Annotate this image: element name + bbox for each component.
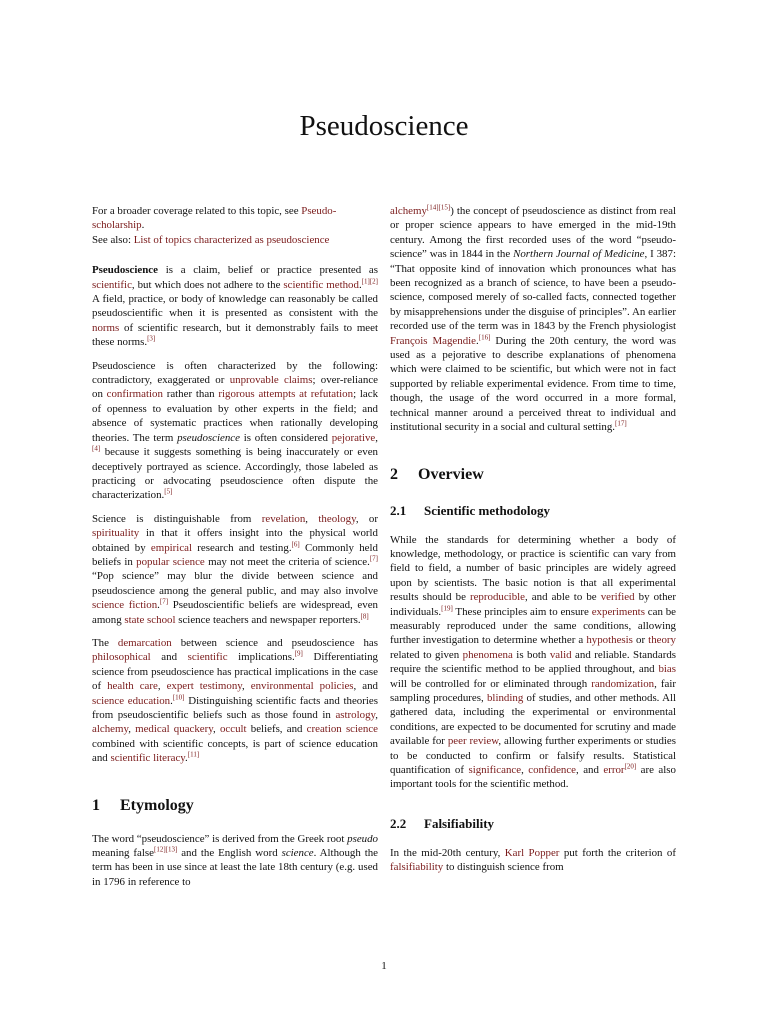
text: may not meet the criteria of science.	[204, 555, 370, 568]
link-pseudo-scholarship[interactable]: Pseudo-scholarship	[92, 205, 337, 232]
text: will be controlled for or eliminated through	[390, 677, 592, 690]
text: Science is distinguishable from	[92, 512, 262, 525]
text: ,	[375, 431, 378, 444]
text: , but which does not adhere to the	[131, 278, 284, 291]
link-blinding[interactable]: blinding	[486, 691, 524, 704]
text: research and testing.	[192, 541, 292, 554]
left-column	[92, 204, 378, 889]
link-norms[interactable]: norms	[92, 321, 120, 334]
text: The	[92, 636, 118, 649]
page-title: Pseudoscience	[299, 110, 469, 142]
reference-link[interactable]: [6]	[291, 539, 300, 548]
right-column	[390, 204, 676, 875]
methodology-paragraph	[390, 533, 676, 792]
text: because it suggests something is being inaccurately or even deceptively portrayed as science. Accordingly, those labeled as practicing or advocating pseudoscience often dispute the characterization.	[92, 446, 378, 502]
text: A field, practice, or body of knowledge can reasonably be called pseudoscientific when it is presented as consistent with the	[92, 293, 378, 320]
text: beliefs, and	[246, 723, 307, 736]
text: ,	[213, 723, 220, 736]
reference-link[interactable]: [4]	[92, 444, 101, 453]
hatnote-text: See also:	[92, 233, 134, 246]
lead-paragraph-1: Pseudoscience is a claim, belief or practice presented as scientific, but which does not adhere to the scientific method.[1][2] A field, practice, or body of knowledge can reasonably be called pseudoscientific when it is presented as consistent with the norms of scientific research, but it demonstrably fails to meet these norms.[3]	[92, 264, 378, 349]
link-reproducible[interactable]: reproducible	[469, 591, 526, 604]
text: ; lack of openness to evaluation by other experts in the field; and absence of systematic practices when rationally developing theories. The term	[92, 388, 379, 444]
text: implications.	[227, 651, 295, 664]
hatnote-text: For a broader coverage related to this topic, see	[92, 205, 302, 217]
link-theory[interactable]: theory	[648, 634, 676, 647]
link-theology[interactable]: theology	[318, 512, 356, 525]
etymology-continued-paragraph	[390, 204, 676, 435]
text: , and	[353, 680, 378, 693]
text: During the 20th century, the word was used as a pejorative to describe explanations of phenomena which were claimed to be scientific, but which were not in fact supported by reliable experimental evidence. From time to time, though, the usage of the word occurred in a more formal, technical manner around a perceived threat to individual and institutional security in a social and cultural setting.	[390, 334, 677, 434]
link-verified[interactable]: verified	[600, 591, 635, 604]
text: related to given	[390, 648, 463, 661]
link-science-fiction[interactable]: science fiction	[92, 599, 158, 612]
subsection-heading-scientific-methodology	[390, 503, 676, 519]
text: Commonly held beliefs in	[92, 541, 378, 568]
lead-paragraph-3	[92, 512, 378, 627]
link-significance[interactable]: significance	[468, 764, 522, 776]
reference-link[interactable]: [20]	[624, 762, 637, 771]
text: .	[476, 334, 479, 347]
reference-link[interactable]: [11]	[187, 750, 200, 759]
reference-link[interactable]: [19]	[441, 603, 453, 612]
link-francois-magendie[interactable]: François Magendie	[390, 334, 477, 347]
link-state-school[interactable]: state school	[124, 613, 176, 626]
italic-term: pseudo	[347, 832, 378, 845]
link-environmental-policies[interactable]: environmental policies	[250, 680, 354, 693]
link-hypothesis[interactable]: hypothesis	[586, 634, 633, 647]
text: are also important tools for the scientific method.	[390, 764, 676, 791]
text: , allowing further experiments or studies to be conducted to confirm or falsify results. Statistical quantification of	[390, 735, 676, 776]
text: ,	[305, 512, 319, 525]
reference-link[interactable]: [5]	[164, 487, 173, 496]
text: and the English word	[177, 847, 282, 860]
text: “Pop science” may blur the divide between science and pseudoscience among the general public, and may also involve	[92, 570, 378, 597]
reference-link[interactable]: [17]	[615, 419, 627, 428]
text: meaning false	[92, 847, 154, 860]
subsection-number: 2.2	[390, 815, 407, 831]
text: combined with scientific concepts, is part of science education and	[92, 737, 378, 765]
text: to distinguish science from	[443, 861, 564, 874]
text: The word “pseudoscience” is derived from the Greek root	[92, 832, 348, 845]
text: , and able to be	[525, 591, 601, 604]
lead-paragraph-4	[92, 636, 378, 766]
text: ; over-reliance on	[92, 374, 378, 401]
link-empirical[interactable]: empirical	[150, 541, 193, 554]
text: .	[157, 599, 160, 612]
link-health-care[interactable]: health care	[107, 680, 158, 693]
text: ,	[242, 680, 251, 693]
etymology-paragraph	[92, 832, 378, 890]
text: science teachers and newspaper reporters.	[175, 613, 361, 626]
text: rather than	[162, 388, 219, 401]
link-randomization[interactable]: randomization	[591, 677, 655, 690]
text: Pseudoscience is often characterized by the following: contradictory, exaggerated or	[92, 359, 378, 387]
reference-link[interactable]: [7]	[369, 554, 378, 563]
text: is a claim, belief or practice presented as	[157, 264, 378, 277]
link-astrology[interactable]: astrology	[335, 709, 376, 721]
reference-link[interactable]: [3]	[147, 334, 156, 343]
text: Differentiating science from pseudoscience has practical implications in the case of	[92, 651, 378, 693]
reference-link[interactable]: [9]	[294, 649, 303, 658]
text: ,	[128, 723, 136, 736]
link-bias[interactable]: bias	[658, 663, 676, 676]
text: While the standards for determining whether a body of knowledge, methodology, or practice is scientific can vary from field to field, a number of basic principles are widely agreed upon by scientists. The basic notion is that all experimental results should be	[390, 533, 676, 604]
hatnote-text: .	[141, 219, 145, 232]
page-number: 1	[381, 960, 387, 972]
link-philosophical[interactable]: philosophical	[92, 651, 151, 664]
text: These principles aim to ensure	[452, 605, 592, 618]
reference-link[interactable]: [1][2]	[361, 277, 378, 285]
section-heading-etymology	[92, 796, 378, 816]
text: , I 387: “That opposite kind of innovation which pronounces what has been recognized as a branch of science, to have been a pseudo-science, composed merely of so-called facts, connected together by misapprehensions under the disguise of principles”. An earlier recorded use of the term was in 1843 by the French physiologist	[390, 248, 676, 333]
link-peer-review[interactable]: peer review	[447, 735, 499, 748]
text: and	[150, 651, 188, 664]
link-pejorative[interactable]: pejorative	[331, 431, 376, 444]
bold-term: Pseudoscience	[92, 264, 158, 277]
link-revelation[interactable]: revelation	[261, 512, 306, 525]
link-spirituality[interactable]: spirituality	[92, 527, 140, 540]
section-number: 1	[92, 796, 100, 814]
reference-link[interactable]: [7]	[159, 597, 169, 606]
text: of studies, and other methods. All gathered data, including the experimental or environmental conditions, are expected to be documented for scrutiny and made available for	[390, 691, 676, 748]
link-science-education[interactable]: science education	[92, 694, 171, 707]
link-scientific-implications[interactable]: scientific	[187, 651, 228, 664]
section-label: Overview	[418, 465, 484, 483]
text: can be measurably reproduced under the same conditions, allowing further investigation to determine whether a	[390, 605, 676, 647]
link-valid[interactable]: valid	[549, 648, 572, 661]
link-confirmation[interactable]: confirmation	[106, 388, 163, 401]
link-confidence[interactable]: confidence	[528, 764, 577, 776]
link-popular-science[interactable]: popular science	[136, 555, 205, 568]
text: is often considered	[239, 431, 332, 444]
link-alchemy[interactable]: alchemy	[390, 205, 427, 217]
reference-link[interactable]: [10]	[172, 692, 185, 701]
hatnote-broader	[92, 204, 378, 233]
section-number: 2	[390, 465, 398, 483]
lead-paragraph-2	[92, 359, 378, 503]
reference-link[interactable]: [14][15]	[426, 203, 451, 212]
falsifiability-paragraph	[390, 846, 676, 875]
text: .	[170, 694, 173, 707]
link-scientific-literacy[interactable]: scientific literacy	[110, 752, 186, 765]
subsection-number: 2.1	[390, 502, 407, 518]
text: put forth the criterion of	[559, 846, 676, 859]
text: , and	[576, 764, 604, 776]
link-falsifiability[interactable]: falsifiability	[390, 861, 444, 874]
subsection-heading-falsifiability	[390, 816, 676, 832]
text: in that it offers insight into the physical world obtained by	[92, 527, 378, 554]
link-list-of-topics[interactable]: List of topics characterized as pseudoscience	[133, 233, 330, 246]
link-creation-science[interactable]: creation science	[306, 723, 378, 736]
text: , or	[355, 512, 378, 525]
italic-term: Northern Journal of Medicine	[513, 248, 645, 261]
reference-link[interactable]: [16]	[478, 333, 491, 342]
link-expert-testimony[interactable]: expert testimony	[166, 680, 243, 693]
link-demarcation[interactable]: demarcation	[117, 636, 172, 649]
link-medical-quackery[interactable]: medical quackery	[135, 723, 214, 736]
text: In the mid-20th century,	[390, 846, 505, 859]
italic-term: pseudoscience	[177, 431, 240, 444]
text: ,	[157, 680, 167, 693]
text: Distinguishing scientific facts and theories from pseudoscientific beliefs such as those found in	[92, 694, 378, 721]
text: ,	[521, 764, 529, 776]
text: . Although the term has been in use since at least the late 18th century (e.g. used in 1796 in reference to	[92, 847, 379, 888]
text: or	[632, 634, 649, 647]
link-error[interactable]: error	[603, 764, 625, 776]
link-alchemy[interactable]: alchemy	[92, 723, 129, 736]
text: and reliable. Standards require the scientific method to be applied throughout, and	[390, 648, 677, 676]
link-karl-popper[interactable]: Karl Popper	[504, 846, 560, 859]
link-experiments[interactable]: experiments	[591, 605, 645, 618]
link-scientific-method[interactable]: scientific method	[283, 278, 359, 291]
text: , fair sampling procedures,	[390, 677, 676, 704]
link-scientific[interactable]: scientific	[92, 278, 132, 291]
hatnote-see-also	[92, 233, 378, 247]
text: .	[185, 752, 188, 765]
link-refutation[interactable]: rigorous attempts at refutation	[218, 388, 354, 401]
section-heading-overview	[390, 465, 676, 485]
link-occult[interactable]: occult	[219, 723, 247, 736]
text: ) the concept of pseudoscience as distinct from real or proper science appears to have emerged in the mid-19th century. Among the first recorded uses of the word “pseudo-science” was in 1844 in the	[390, 205, 676, 261]
subsection-label: Scientific methodology	[424, 502, 551, 518]
text: Pseudoscientific beliefs are widespread, even among	[92, 599, 378, 626]
reference-link[interactable]: [12][13]	[153, 845, 178, 854]
text: between science and pseudoscience has	[171, 636, 378, 649]
italic-term: science	[281, 847, 314, 860]
link-phenomena[interactable]: phenomena	[462, 648, 513, 661]
section-label: Etymology	[120, 796, 194, 814]
text: by other individuals.	[390, 591, 676, 618]
subsection-label: Falsifiability	[424, 815, 495, 831]
text: of scientific research, but it demonstrably fails to meet these norms.	[92, 321, 378, 349]
reference-link[interactable]: [8]	[360, 611, 369, 620]
text: ,	[375, 709, 378, 721]
text: is both	[512, 648, 550, 661]
link-unprovable-claims[interactable]: unprovable claims	[229, 374, 313, 387]
